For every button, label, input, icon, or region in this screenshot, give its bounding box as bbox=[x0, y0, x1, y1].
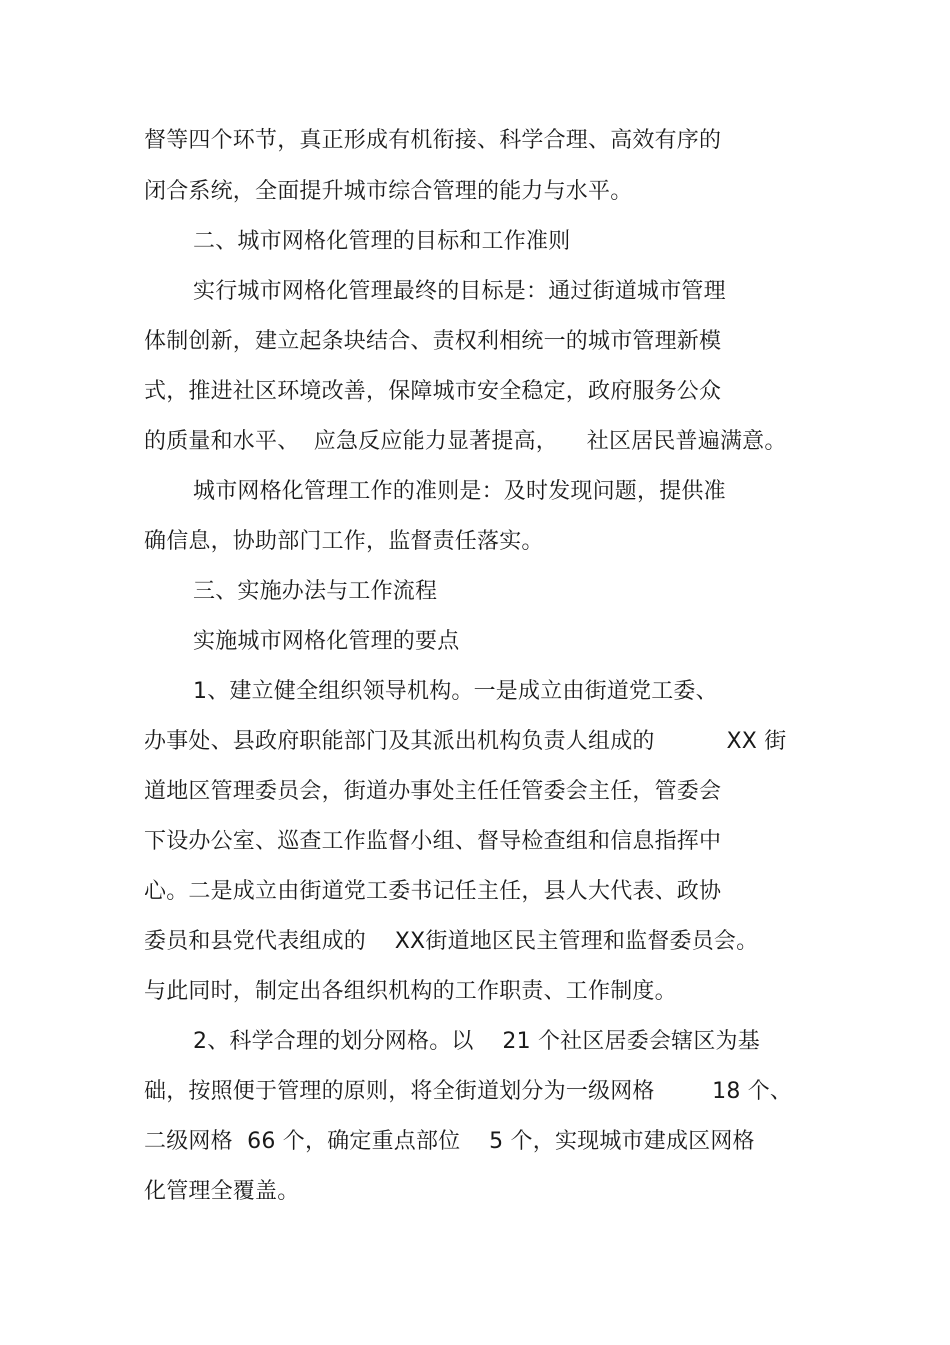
body-text-line: 下设办公室、巡查工作监督小组、督导检查组和信息指挥中 bbox=[144, 829, 722, 854]
body-text-line: 闭合系统，全面提升城市综合管理的能力与水平。 bbox=[144, 179, 633, 204]
body-text-line: 础，按照便于管理的原则，将全街道划分为一级网格 18 个、 bbox=[144, 1079, 793, 1104]
section-heading: 三、实施办法与工作流程 bbox=[193, 579, 438, 604]
section-heading: 二、城市网格化管理的目标和工作准则 bbox=[193, 229, 571, 254]
body-text-line: 2、科学合理的划分网格。以 21 个社区居委会辖区为基 bbox=[193, 1029, 760, 1054]
body-text-line: 实行城市网格化管理最终的目标是：通过街道城市管理 bbox=[193, 279, 726, 304]
body-text-line: 的质量和水平、 应急反应能力显著提高， 社区居民普遍满意。 bbox=[144, 429, 787, 454]
subheading: 实施城市网格化管理的要点 bbox=[193, 629, 460, 654]
body-text-line: 督等四个环节，真正形成有机衔接、科学合理、高效有序的 bbox=[144, 128, 722, 153]
body-text-line: 二级网格 66 个，确定重点部位 5 个，实现城市建成区网格 bbox=[144, 1129, 755, 1154]
body-text-line: 与此同时，制定出各组织机构的工作职责、工作制度。 bbox=[144, 979, 677, 1004]
body-text-line: 办事处、县政府职能部门及其派出机构负责人组成的 XX 街 bbox=[144, 729, 787, 754]
body-text-line: 体制创新，建立起条块结合、责权利相统一的城市管理新模 bbox=[144, 329, 722, 354]
body-text-line: 心。二是成立由街道党工委书记任主任，县人大代表、政协 bbox=[144, 879, 722, 904]
body-text-line: 确信息，协助部门工作，监督责任落实。 bbox=[144, 529, 544, 554]
body-text-line: 式，推进社区环境改善，保障城市安全稳定，政府服务公众 bbox=[144, 379, 722, 404]
body-text-line: 1、建立健全组织领导机构。一是成立由街道党工委、 bbox=[193, 679, 718, 704]
body-text-line: 委员和县党代表组成的 XX街道地区民主管理和监督委员会。 bbox=[144, 929, 759, 954]
body-text-line: 城市网格化管理工作的准则是：及时发现问题，提供准 bbox=[193, 479, 726, 504]
body-text-line: 道地区管理委员会，街道办事处主任任管委会主任，管委会 bbox=[144, 779, 722, 804]
body-text-line: 化管理全覆盖。 bbox=[144, 1179, 300, 1204]
